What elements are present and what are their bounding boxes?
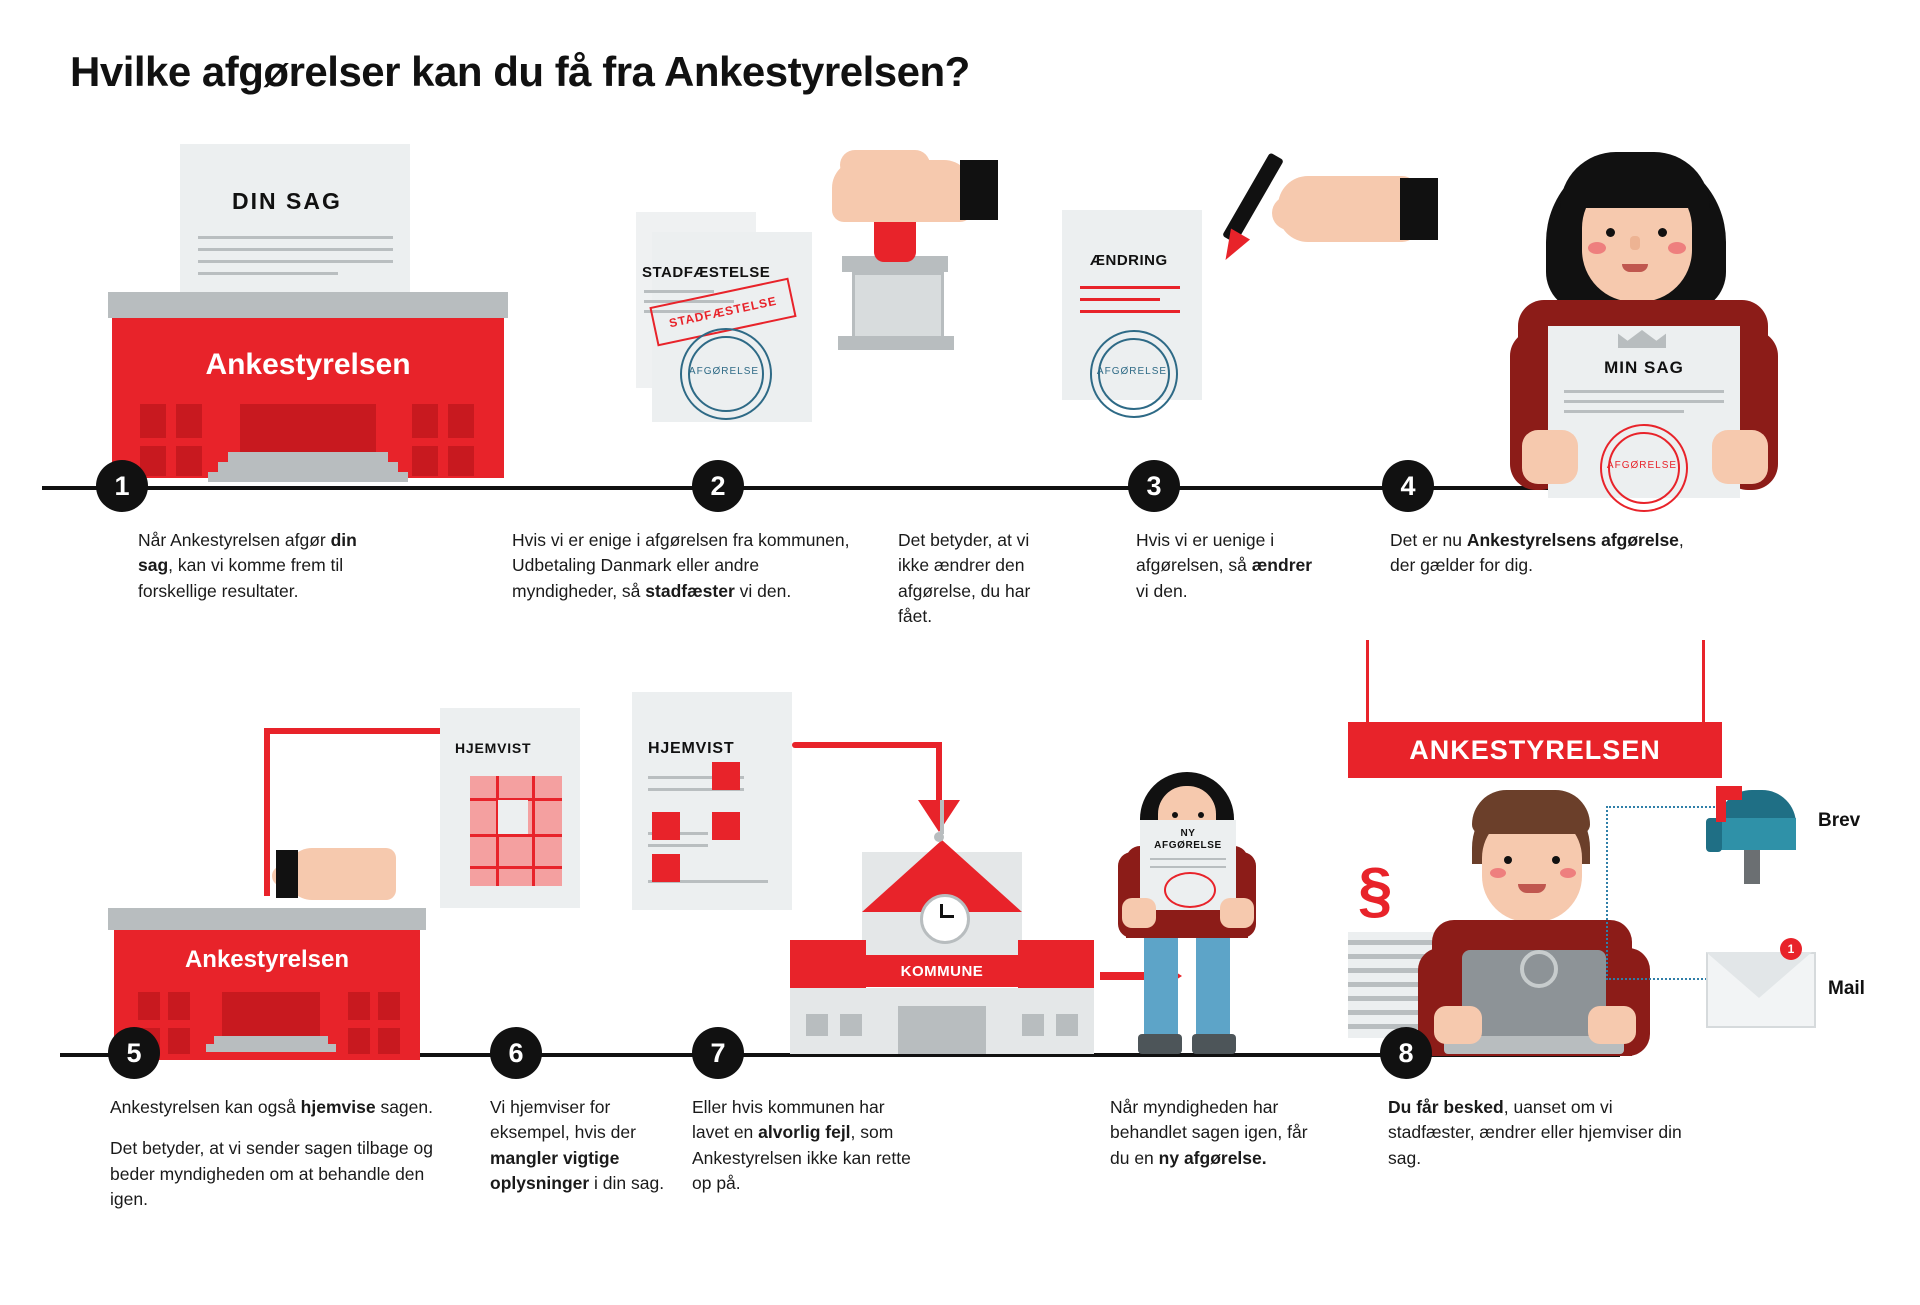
caption-2b-run-0: Det betyder, at vi ikke ændrer den afgørelse, du har fået. <box>898 530 1031 627</box>
caption-1 <box>138 528 388 604</box>
banner-label: ANKESTYRELSEN <box>1409 734 1661 765</box>
page-title: Hvilke afgørelser kan du få fra Ankestyrelsen? <box>70 48 970 95</box>
seal-text-1: AFGØRELSE <box>688 366 760 377</box>
mail-badge: 1 <box>1780 938 1802 960</box>
stamp-imprint-text: STADFÆSTELSE <box>667 293 779 331</box>
caption-7b-run-0: Når myndigheden har behandlet sagen igen, får du en <box>1110 1097 1308 1168</box>
caption-5 <box>110 1095 440 1213</box>
caption-8 <box>1388 1095 1698 1171</box>
caption-3-run-0: Hvis vi er uenige i afgørelsen, så <box>1136 530 1275 576</box>
doc-ny-line1: NY <box>1180 828 1196 839</box>
caption-5-run-1: hjemvise <box>300 1097 376 1117</box>
step-bullet-1: 1 <box>96 460 148 512</box>
step-bullet-8: 8 <box>1380 1027 1432 1079</box>
doc-ny-line2: AFGØRELSE <box>1154 840 1222 851</box>
building-label-1: Ankestyrelsen <box>205 348 411 381</box>
caption-6-run-1: mangler vigtige oplysninger <box>490 1147 620 1194</box>
caption-8-run-0: Du får besked <box>1388 1097 1504 1117</box>
eye-right-icon <box>1658 228 1667 237</box>
paragraph-icon: § <box>1358 856 1393 925</box>
clock-icon <box>920 894 970 944</box>
pen-tip <box>1216 229 1250 266</box>
caption-2b <box>898 528 1058 630</box>
caption-7-run-0: Eller hvis kommunen har lavet en <box>692 1097 885 1143</box>
caption-2-run-1: stadfæster <box>645 580 735 601</box>
arrow-down-icon <box>918 800 960 832</box>
caption-3 <box>1136 528 1326 604</box>
label-brev: Brev <box>1818 810 1861 831</box>
document-aendring-label: ÆNDRING <box>1090 252 1168 269</box>
caption-4-run-1: Ankestyrelsens afgørelse <box>1466 530 1679 550</box>
caption-7 <box>692 1095 922 1197</box>
building-label-2: Ankestyrelsen <box>184 946 350 973</box>
caption-2-run-2: vi den. <box>734 580 792 601</box>
caption-7b-run-1: ny afgørelse. <box>1158 1147 1267 1168</box>
caption-1-run-2: , kan vi komme frem til forskellige resultater. <box>138 555 344 601</box>
caption-7b <box>1110 1095 1320 1171</box>
caption-3-run-1: ændrer <box>1251 555 1313 576</box>
caption-5-run-2: sagen. <box>375 1097 433 1117</box>
document-hjemvist-1-label: HJEMVIST <box>455 740 532 756</box>
caption-6-run-0: Vi hjemviser for eksempel, hvis der <box>490 1097 636 1143</box>
step-bullet-6: 6 <box>490 1027 542 1079</box>
eye-left-icon <box>1606 228 1615 237</box>
caption-7-run-2: , som Ankestyrelsen ikke kan rette op på. <box>692 1122 911 1194</box>
caption-2 <box>512 528 852 604</box>
caption-4-run-0: Det er nu <box>1390 530 1467 550</box>
caption-4 <box>1390 528 1710 579</box>
kommune-label: KOMMUNE <box>900 962 984 980</box>
caption-8-run-1: , uanset om vi stadfæster, ændrer eller hjemviser din sag. <box>1388 1097 1682 1168</box>
step-bullet-7: 7 <box>692 1027 744 1079</box>
step-bullet-3: 3 <box>1128 460 1180 512</box>
document-stadfaestelse-label: STADFÆSTELSE <box>642 264 771 281</box>
label-mail: Mail <box>1828 978 1865 999</box>
document-din-sag-label: DIN SAG <box>232 188 342 214</box>
caption-5-run-3: Det betyder, at vi sender sagen tilbage og beder myndigheden om at behandle den igen. <box>110 1138 433 1210</box>
step-bullet-5: 5 <box>108 1027 160 1079</box>
document-hjemvist-2-label: HJEMVIST <box>648 740 735 757</box>
banner-ankestyrelsen <box>1348 722 1722 778</box>
document-min-sag-label: MIN SAG <box>1604 358 1684 377</box>
caption-5-run-0: Ankestyrelsen kan også <box>110 1097 301 1117</box>
caption-1-run-1: din sag <box>138 530 357 576</box>
caption-4-run-2: , der gælder for dig. <box>1390 530 1684 576</box>
timeline-row-1 <box>42 486 1582 490</box>
caption-1-run-0: Når Ankestyrelsen afgør <box>138 530 331 550</box>
caption-6-run-2: i din sag. <box>589 1173 665 1194</box>
caption-3-run-2: vi den. <box>1136 580 1188 601</box>
step-bullet-4: 4 <box>1382 460 1434 512</box>
seal-text-3: AFGØRELSE <box>1606 460 1678 471</box>
step-bullet-2: 2 <box>692 460 744 512</box>
caption-2-run-0: Hvis vi er enige i afgørelsen fra kommunen, Udbetaling Danmark eller andre myndigheder, så <box>512 530 850 601</box>
seal-text-2: AFGØRELSE <box>1096 366 1168 377</box>
caption-6 <box>490 1095 670 1197</box>
caption-7-run-1: alvorlig fejl <box>758 1122 851 1143</box>
